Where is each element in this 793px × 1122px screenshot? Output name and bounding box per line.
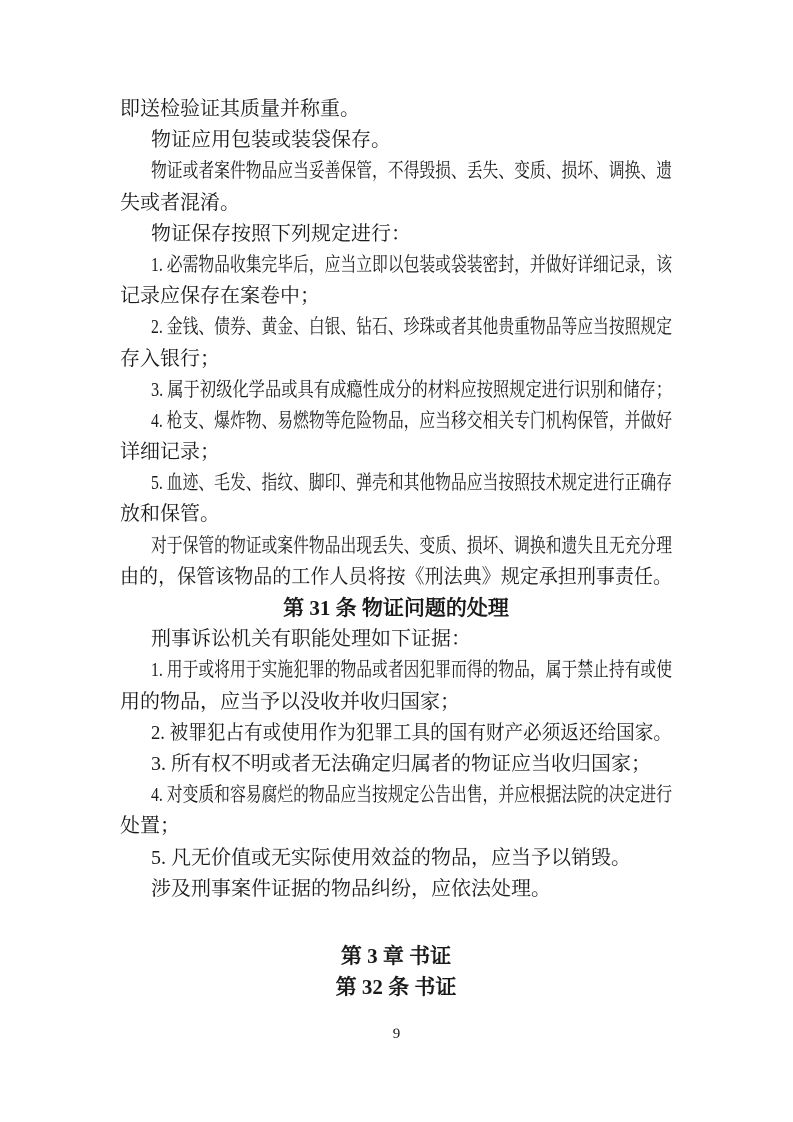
text-line [120,499,672,530]
text-line [120,468,672,499]
text-line [120,562,672,593]
text-line [120,188,672,219]
line-text: 4. 对变质和容易腐烂的物品应当按规定公告出售，并应根据法院的决定进行 [151,784,672,807]
page-number: 9 [392,1026,401,1042]
line-text: 详细记录； [120,441,220,464]
text-line [120,156,672,187]
text-line [120,281,672,312]
line-text: 第 31 条 物证问题的处理 [283,596,509,620]
line-text: 存入银行； [120,347,220,370]
line-text: 涉及刑事案件证据的物品纠纷，应依法处理。 [151,877,551,900]
text-line [120,94,672,125]
line-text: 5. 凡无价值或无实际使用效益的物品，应当予以销毁。 [151,846,631,869]
text-line [120,718,672,749]
text-line [120,437,672,468]
line-text: 由的，保管该物品的工作人员将按《刑法典》规定承担刑事责任。 [120,565,672,588]
line-text: 刑事诉讼机关有职能处理如下证据： [151,628,471,651]
line-text: 第 32 条 书证 [335,975,457,1000]
text-line [120,219,672,250]
line-text: 物证或者案件物品应当妥善保管，不得毁损、丢失、变质、损坏、调换、遗 [151,160,672,183]
text-line [120,843,672,874]
line-text: 用的物品，应当予以没收并收归国家； [120,690,460,713]
text-line [120,125,672,156]
text-line [120,344,672,375]
text-line [120,250,672,281]
line-text: 5. 血迹、毛发、指纹、脚印、弹壳和其他物品应当按照技术规定进行正确存 [151,472,672,495]
line-text: 3. 所有权不明或者无法确定归属者的物证应当收归国家； [151,752,651,775]
line-text: 物证保存按照下列规定进行： [151,222,411,245]
line-text: 放和保管。 [120,503,220,526]
line-text: 4. 枪支、爆炸物、易燃物等危险物品，应当移交相关专门机构保管，并做好 [151,409,672,432]
line-text: 失或者混淆。 [120,191,240,214]
text-line [120,312,672,343]
document-body [120,94,672,1003]
line-text: 物证应用包装或装袋保存。 [151,129,391,152]
line-text: 2. 被罪犯占有或使用作为犯罪工具的国有财产必须返还给国家。 [151,721,672,744]
line-text: 即送检验证其质量并称重。 [120,98,360,120]
text-line [120,749,672,780]
text-line [120,406,672,437]
line-text: 1. 用于或将用于实施犯罪的物品或者因犯罪而得的物品，属于禁止持有或使 [151,659,672,682]
section-heading [120,593,672,624]
section-heading [120,972,672,1003]
line-text: 对于保管的物证或案件物品出现丢失、变质、损坏、调换和遗失且无充分理 [151,534,672,557]
line-text: 1. 必需物品收集完毕后，应当立即以包装或袋装密封，并做好详细记录，该 [151,253,672,276]
line-text: 处置； [120,815,180,838]
text-line [120,780,672,811]
text-line [120,375,672,406]
line-text: 2. 金钱、债券、黄金、白银、钻石、珍珠或者其他贵重物品等应当按照规定 [151,316,672,339]
text-line [120,687,672,718]
section-heading [120,941,672,972]
blank-line [120,905,672,941]
line-text: 3. 属于初级化学品或具有成瘾性成分的材料应按照规定进行识别和储存； [151,378,672,401]
text-line [120,874,672,905]
text-line [120,811,672,842]
text-line [120,624,672,655]
line-text: 记录应保存在案卷中； [120,285,320,308]
text-line [120,531,672,562]
line-text: 第 3 章 书证 [340,943,452,968]
text-line [120,655,672,686]
